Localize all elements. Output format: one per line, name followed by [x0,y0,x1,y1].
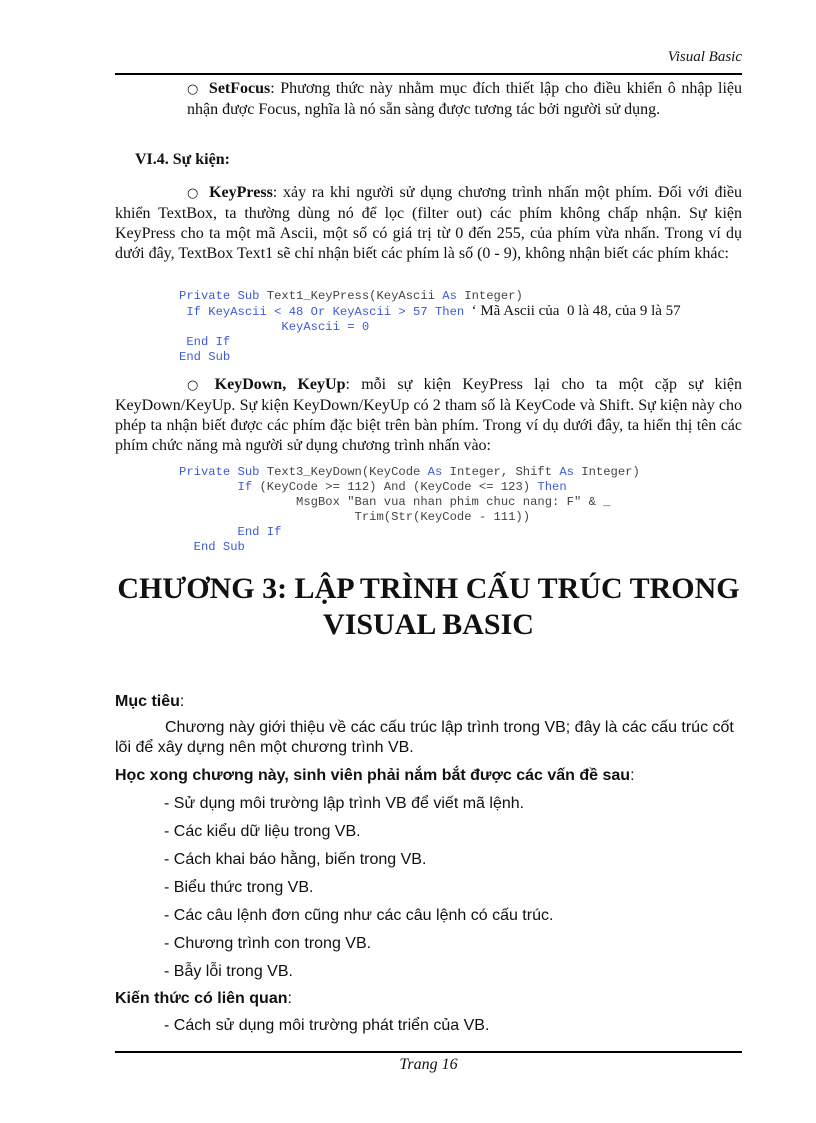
bullet-icon: ○ [187,186,201,201]
code-keyword: As [442,289,457,303]
code-keyword: Private Sub [179,465,260,479]
code-text: Text3_KeyDown(KeyCode [259,465,428,479]
objectives-label: Mục tiêu [115,693,180,710]
learn-item: - Chương trình con trong VB. [164,935,372,952]
code-keyword: End If [186,335,231,349]
code-keyword: End Sub [193,540,245,554]
learn-item: - Sử dụng môi trường lập trình VB để viết mã lệnh. [164,795,525,812]
keydown-paragraph [115,375,742,456]
related-colon: : [287,990,292,1007]
learn-item: - Cách khai báo hằng, biến trong VB. [164,851,427,868]
related-item: - Cách sử dụng môi trường phát triển của VB. [164,1017,490,1034]
setfocus-paragraph [187,79,742,120]
code-text: Integer) [573,465,640,479]
footer-rule [115,1051,742,1053]
setfocus-term: SetFocus [208,80,271,97]
learn-item: - Biểu thức trong VB. [164,879,314,896]
code-comment: ‘ Mã Ascii của 0 là 48, của 9 là 57 [471,303,681,319]
code-text: Integer) [456,289,523,303]
page-number: Trang 16 [399,1056,458,1073]
code-block-keypress [179,289,681,365]
keypress-text: : xảy ra khi người sử dụng chương trình nhấn một phím. Đối với điều khiển TextBox, ta thường dùng nó để lọc (filter out) các phím không chấp nhận. Sự kiện KeyPress cho ta một mã Ascii, một số có giá trị từ 0 đến 255, của phím vừa nhấn. Trong ví dụ dưới đây, TextBox Text1 sẽ chỉ nhận biết các phím là số (0 - 9), không nhận biết các phím khác: [115,184,743,262]
chapter-title-line2: VISUAL BASIC [323,608,534,641]
code-text: Text1_KeyPress(KeyAscii [259,289,443,303]
learn-colon: : [630,767,635,784]
learn-item: - Bẫy lỗi trong VB. [164,963,293,980]
bullet-icon: ○ [187,378,206,393]
learn-item: - Các câu lệnh đơn cũng như các câu lệnh có cấu trúc. [164,907,554,924]
learn-heading [115,766,635,786]
code-keyword: As [427,465,443,479]
keypress-term: KeyPress [209,184,273,201]
bullet-icon: ○ [187,82,200,97]
code-text: Trim(Str(KeyCode - 111)) [354,510,531,524]
code-keyword: As [559,465,574,479]
code-keyword: Then [537,480,567,494]
code-block-keydown [179,465,640,555]
page-header [115,47,742,75]
related-heading [115,989,292,1009]
code-line: KeyAscii = 0 [281,320,370,334]
code-keyword: If [237,480,253,494]
code-keyword: End Sub [179,350,231,364]
section-heading: VI.4. Sự kiện: [135,151,230,168]
learn-label: Học xong chương này, sinh viên phải nắm bắt được các vấn đề sau [115,767,631,784]
learn-item: - Các kiểu dữ liệu trong VB. [164,823,361,840]
setfocus-text: : Phương thức này nhằm mục đích thiết lập cho điều khiển ô nhập liệu nhận được Focus, nghĩa là nó sẵn sàng được tương tác bởi người sử dụng. [187,80,742,118]
code-text: Integer, Shift [442,465,560,479]
code-text: (KeyCode >= 112) And (KeyCode <= 123) [252,480,538,494]
code-keyword: If KeyAscii < 48 Or KeyAscii > 57 Then [186,305,465,319]
chapter-title [115,571,742,643]
chapter-title-line1: CHƯƠNG 3: LẬP TRÌNH CẤU TRÚC TRONG [117,572,740,605]
objectives-text: Chương này giới thiệu về các cấu trúc lập trình trong VB; đây là các cấu trúc cốt lõi để xây dựng nên một chương trình VB. [115,719,734,756]
keydown-text: : mỗi sự kiện KeyPress lại cho ta một cặp sự kiện KeyDown/KeyUp. Sự kiện KeyDown/KeyUp có 2 tham số là KeyCode và Shift. Sự kiện này cho phép ta nhận biết được các phím đặc biệt trên bàn phím. Trong ví dụ dưới đây, ta hiển thị tên các phím chức năng mà người sử dụng chương trình nhấn vào: [115,376,743,454]
objectives-colon: : [179,693,185,710]
keydown-term: KeyDown, KeyUp [214,376,346,393]
code-keyword: End If [237,525,282,539]
related-label: Kiến thức có liên quan [115,990,288,1007]
keypress-paragraph [115,183,742,264]
code-keyword: Private Sub [179,289,260,303]
header-title: Visual Basic [667,49,742,65]
objectives-heading [115,692,184,712]
code-text: MsgBox "Ban vua nhan phim chuc nang: F" & _ [296,495,611,509]
